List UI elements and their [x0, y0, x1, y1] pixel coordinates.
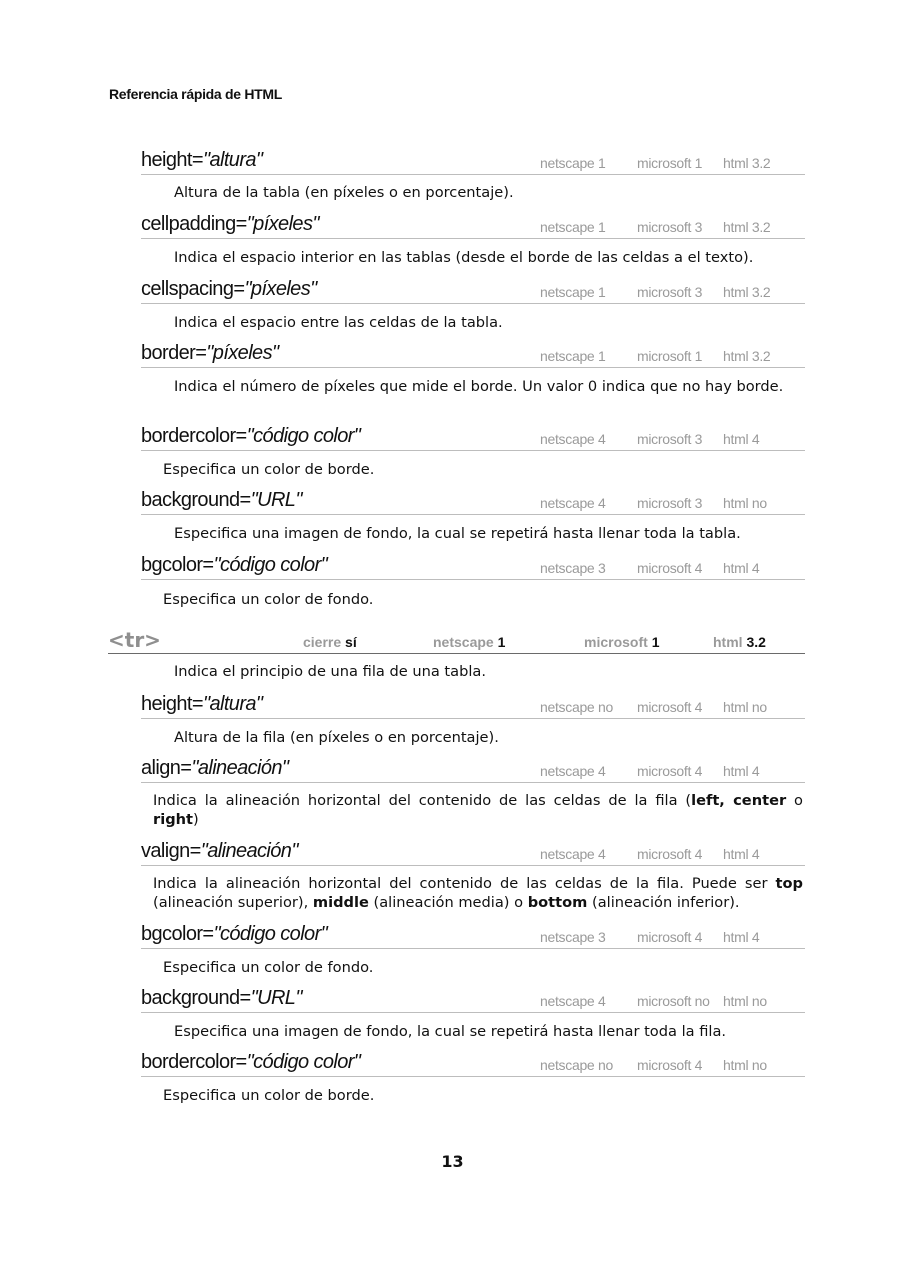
microsoft-version: microsoft 4: [637, 699, 703, 715]
attribute-title: valign="alineación": [141, 840, 298, 862]
attribute-heading: [141, 144, 805, 175]
cierre-info: cierre sí: [303, 634, 357, 650]
attribute-heading: [141, 1046, 805, 1077]
attribute-description: Especifica un color de borde.: [163, 1087, 375, 1104]
attribute-title: cellspacing="píxeles": [141, 278, 317, 300]
microsoft-version: microsoft 4: [637, 929, 703, 945]
microsoft-version: microsoft 3: [637, 431, 703, 447]
microsoft-version: microsoft 1: [637, 348, 703, 364]
html-version: html 4: [723, 846, 760, 862]
microsoft-version: microsoft 1: [637, 155, 703, 171]
netscape-version: netscape 4: [540, 993, 606, 1009]
html-version: html 4: [723, 560, 760, 576]
netscape-version: netscape 1: [540, 348, 606, 364]
tag-name: <tr>: [108, 628, 161, 652]
microsoft-version: microsoft 4: [637, 560, 703, 576]
netscape-version: netscape 1: [540, 155, 606, 171]
attribute-heading: [141, 982, 805, 1013]
html-version: html no: [723, 993, 767, 1009]
microsoft-version: microsoft 4: [637, 846, 703, 862]
netscape-version: netscape 3: [540, 560, 606, 576]
attribute-title: height="altura": [141, 149, 263, 171]
attribute-description: Altura de la fila (en píxeles o en porcentaje).: [174, 729, 499, 746]
microsoft-version: microsoft 4: [637, 1057, 703, 1073]
attribute-description: Especifica un color de fondo.: [163, 591, 374, 608]
netscape-version: netscape no: [540, 1057, 613, 1073]
attribute-description: Indica la alineación horizontal del contenido de las celdas de la fila. Puede ser top (alineación superior), middle (alineación media) o bottom (alineación inferior).: [153, 875, 803, 911]
html-version: html 3.2: [723, 348, 771, 364]
html-version: html no: [723, 1057, 767, 1073]
attribute-heading: [141, 918, 805, 949]
attribute-heading: [141, 688, 805, 719]
attribute-title: bgcolor="código color": [141, 554, 328, 576]
html-version: html 3.2: [723, 155, 771, 171]
microsoft-version: microsoft 4: [637, 763, 703, 779]
attribute-description: Indica la alineación horizontal del contenido de las celdas de la fila (left, center o right): [153, 792, 803, 828]
attribute-title: background="URL": [141, 987, 302, 1009]
microsoft-info: microsoft 1: [584, 634, 660, 650]
html-version: html 4: [723, 763, 760, 779]
attribute-heading: [141, 420, 805, 451]
attribute-title: bordercolor="código color": [141, 425, 361, 447]
netscape-info: netscape 1: [433, 634, 506, 650]
attribute-description: Especifica un color de fondo.: [163, 959, 374, 976]
attribute-heading: [141, 273, 805, 304]
html-version: html no: [723, 699, 767, 715]
microsoft-version: microsoft 3: [637, 495, 703, 511]
attribute-heading: [141, 208, 805, 239]
microsoft-version: microsoft no: [637, 993, 710, 1009]
attribute-description: Especifica una imagen de fondo, la cual se repetirá hasta llenar toda la fila.: [174, 1023, 727, 1040]
netscape-version: netscape 3: [540, 929, 606, 945]
attribute-heading: [141, 549, 805, 580]
html-version: html 4: [723, 431, 760, 447]
attribute-heading: [141, 752, 805, 783]
attribute-title: bordercolor="código color": [141, 1051, 361, 1073]
attribute-heading: [141, 835, 805, 866]
attribute-description: Especifica una imagen de fondo, la cual se repetirá hasta llenar toda la tabla.: [174, 525, 741, 542]
attribute-description: Indica el espacio interior en las tablas (desde el borde de las celdas a el texto).: [174, 249, 754, 266]
microsoft-version: microsoft 3: [637, 284, 703, 300]
attribute-description: Especifica un color de borde.: [163, 461, 375, 478]
netscape-version: netscape 4: [540, 495, 606, 511]
html-version: html 3.2: [723, 284, 771, 300]
netscape-version: netscape 4: [540, 763, 606, 779]
html-version: html 4: [723, 929, 760, 945]
attribute-description: Altura de la tabla (en píxeles o en porcentaje).: [174, 184, 514, 201]
page-number: 13: [441, 1152, 464, 1171]
attribute-title: align="alineación": [141, 757, 289, 779]
html-info: html 3.2: [713, 634, 766, 650]
attribute-heading: [141, 337, 805, 368]
attribute-title: bgcolor="código color": [141, 923, 328, 945]
attribute-title: background="URL": [141, 489, 302, 511]
attribute-title: cellpadding="píxeles": [141, 213, 319, 235]
html-version: html 3.2: [723, 219, 771, 235]
netscape-version: netscape no: [540, 699, 613, 715]
html-version: html no: [723, 495, 767, 511]
attribute-heading: [141, 484, 805, 515]
netscape-version: netscape 4: [540, 846, 606, 862]
netscape-version: netscape 1: [540, 219, 606, 235]
page-header: Referencia rápida de HTML: [109, 86, 282, 102]
attribute-title: height="altura": [141, 693, 263, 715]
netscape-version: netscape 4: [540, 431, 606, 447]
attribute-title: border="píxeles": [141, 342, 279, 364]
tag-description: Indica el principio de una fila de una tabla.: [174, 663, 486, 680]
microsoft-version: microsoft 3: [637, 219, 703, 235]
attribute-description: Indica el espacio entre las celdas de la tabla.: [174, 314, 503, 331]
tr-tag-heading: [108, 627, 805, 654]
netscape-version: netscape 1: [540, 284, 606, 300]
attribute-description: Indica el número de píxeles que mide el borde. Un valor 0 indica que no hay borde.: [174, 378, 784, 395]
